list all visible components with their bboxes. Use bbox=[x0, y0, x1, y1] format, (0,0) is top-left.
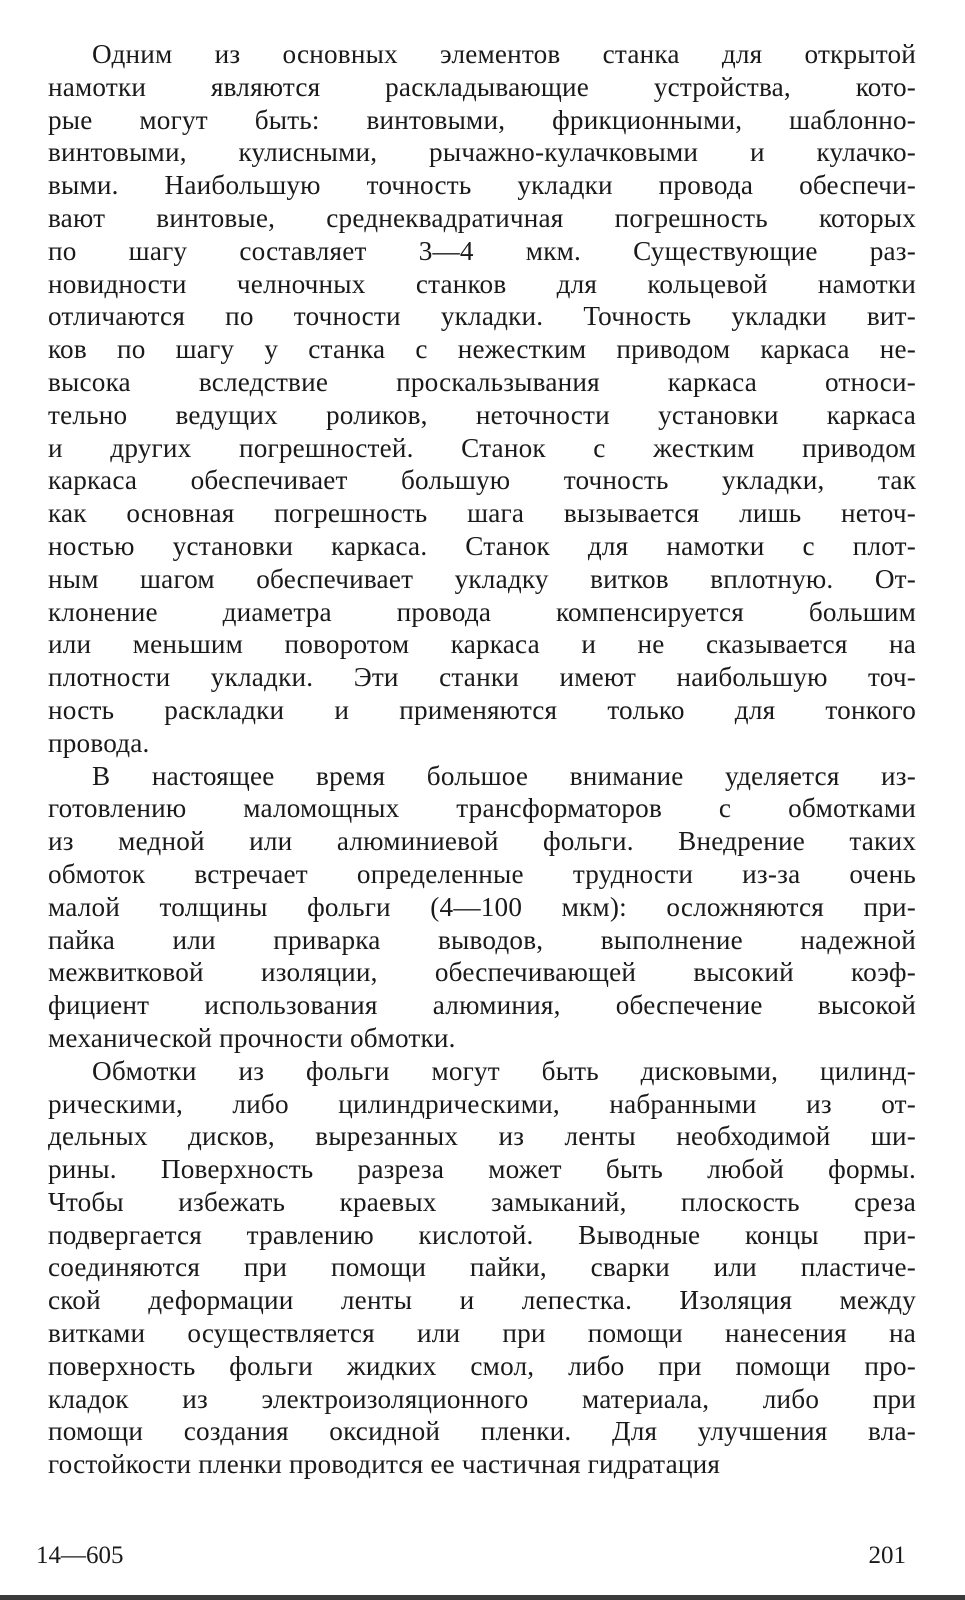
text-line: рическими, либо цилиндрическими, набранными из от- bbox=[48, 1088, 916, 1119]
body-text bbox=[48, 38, 916, 1481]
text-line: провода. bbox=[48, 727, 150, 758]
text-line: ской деформации ленты и лепестка. Изоляция между bbox=[48, 1285, 916, 1316]
text-line: как основная погрешность шага вызывается лишь неточ- bbox=[48, 498, 916, 529]
text-line: выми. Наибольшую точность укладки провода обеспечи- bbox=[48, 170, 916, 201]
text-line: подвергается травлению кислотой. Выводные концы при- bbox=[48, 1219, 916, 1250]
text-line: Чтобы избежать краевых замыканий, плоскость среза bbox=[48, 1186, 916, 1217]
text-line: готовлению маломощных трансформаторов с обмотками bbox=[48, 793, 916, 824]
text-line: тельно ведущих роликов, неточности установки каркаса bbox=[48, 399, 916, 430]
text-line: Одним из основных элементов станка для открытой bbox=[92, 39, 916, 69]
text-line: новидности челночных станков для кольцевой намотки bbox=[48, 268, 916, 299]
text-line: намотки являются раскладывающие устройства, кото- bbox=[48, 71, 916, 102]
text-line: ностью установки каркаса. Станок для намотки с плот- bbox=[48, 530, 916, 561]
text-line: винтовыми, кулисными, рычажно-кулачковыми и кулачко- bbox=[48, 137, 916, 168]
page-number: 201 bbox=[868, 1542, 906, 1569]
text-line: витками осуществляется или при помощи нанесения на bbox=[48, 1318, 916, 1349]
text-line: межвитковой изоляции, обеспечивающей высокий коэф- bbox=[48, 957, 916, 988]
text-line: ность раскладки и применяются только для тонкого bbox=[48, 694, 916, 725]
text-line: малой толщины фольги (4—100 мкм): осложняются при- bbox=[48, 891, 916, 922]
text-line: гостойкости пленки проводится ее частичная гидратация bbox=[48, 1449, 721, 1480]
text-line: высока вследствие проскальзывания каркаса относи- bbox=[48, 366, 916, 397]
text-line: или меньшим поворотом каркаса и не сказывается на bbox=[48, 629, 916, 660]
text-line: плотности укладки. Эти станки имеют наибольшую точ- bbox=[48, 662, 916, 693]
text-line: ным шагом обеспечивает укладку витков вплотную. От- bbox=[48, 563, 916, 594]
text-line: механической прочности обмотки. bbox=[48, 1022, 456, 1053]
text-line: соединяются при помощи пайки, сварки или пластиче- bbox=[48, 1252, 916, 1283]
text-line: рины. Поверхность разреза может быть любой формы. bbox=[48, 1154, 916, 1185]
text-line: отличаются по точности укладки. Точность укладки вит- bbox=[48, 301, 916, 332]
text-line: обмоток встречает определенные трудности из-за очень bbox=[48, 858, 916, 889]
printer-signature: 14—605 bbox=[36, 1542, 124, 1569]
text-line: и других погрешностей. Станок с жестким приводом bbox=[48, 432, 916, 463]
text-line: ков по шагу у станка с нежестким приводом каркаса не- bbox=[48, 334, 916, 365]
text-line: поверхность фольги жидких смол, либо при помощи про- bbox=[48, 1350, 916, 1381]
text-line: дельных дисков, вырезанных из ленты необходимой ши- bbox=[48, 1121, 916, 1152]
text-line: вают винтовые, среднеквадратичная погрешность которых bbox=[48, 202, 916, 233]
text-line: помощи создания оксидной пленки. Для улучшения вла- bbox=[48, 1416, 916, 1447]
text-line: В настоящее время большое внимание уделяется из- bbox=[92, 760, 916, 791]
text-line: каркаса обеспечивает большую точность укладки, так bbox=[48, 465, 916, 496]
text-line: Обмотки из фольги могут быть дисковыми, цилинд- bbox=[92, 1055, 916, 1086]
text-line: клонение диаметра провода компенсируется большим bbox=[48, 596, 916, 627]
text-line: фициент использования алюминия, обеспечение высокой bbox=[48, 990, 916, 1021]
text-line: пайка или приварка выводов, выполнение надежной bbox=[48, 924, 916, 955]
text-line: по шагу составляет 3—4 мкм. Существующие раз- bbox=[48, 235, 916, 266]
text-line: кладок из электроизоляционного материала, либо при bbox=[48, 1383, 916, 1414]
scan-bottom-edge bbox=[0, 1595, 965, 1600]
text-line: рые могут быть: винтовыми, фрикционными, шаблонно- bbox=[48, 104, 916, 135]
page-footer bbox=[36, 1540, 906, 1572]
text-line: из медной или алюминиевой фольги. Внедрение таких bbox=[48, 826, 916, 857]
